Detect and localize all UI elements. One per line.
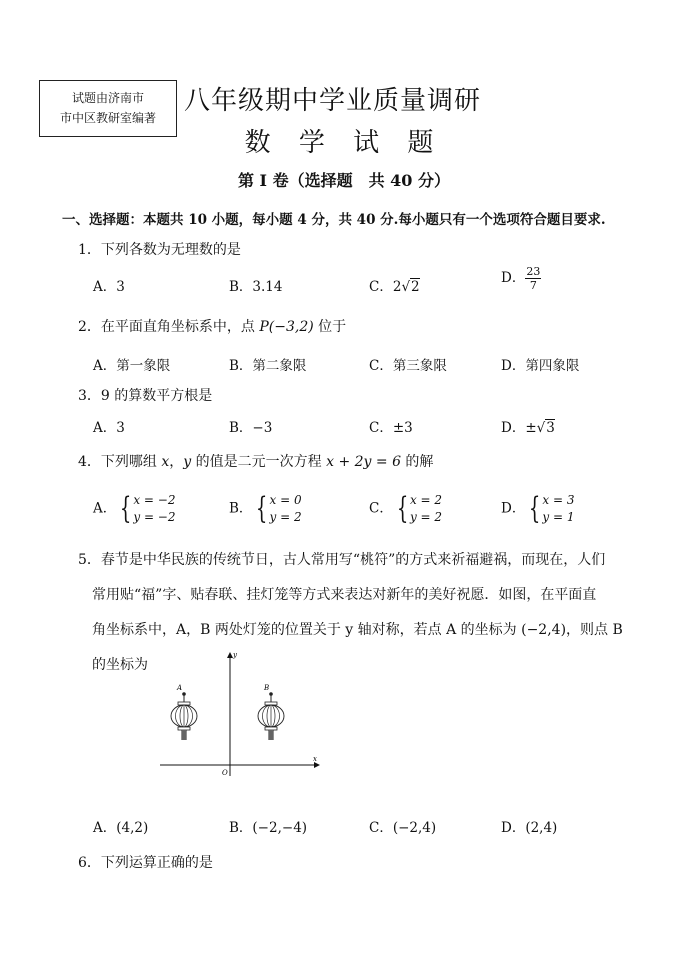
question-5-line-2: 常用贴“福”字、贴春联、挂灯笼等方式来表达对新年的美好祝愿．如图，在平面直 bbox=[92, 587, 597, 603]
question-6-stem: 6．下列运算正确的是 bbox=[78, 855, 213, 871]
question-1-option-a: A．3 bbox=[93, 279, 125, 295]
fraction: $\frac{23}{7}$ bbox=[526, 265, 541, 292]
point-b-label: B bbox=[264, 684, 270, 692]
instructions: 一、选择题：本题共 10 小题，每小题 4 分，共 40 分.每小题只有一个选项符合题目要求. bbox=[62, 212, 606, 228]
question-1-option-c: C．2√2 bbox=[369, 279, 420, 295]
y-axis-label: y bbox=[233, 651, 237, 659]
question-1-stem: 1．下列各数为无理数的是 bbox=[78, 242, 241, 258]
question-4-option-c: C． { x = 2 y = 2 bbox=[369, 491, 443, 526]
question-5-option-a: A．(4,2) bbox=[93, 820, 149, 836]
equation-system: x = −2 y = −2 bbox=[133, 493, 176, 524]
question-1-option-d: D． $\frac{23}{7}$ bbox=[501, 265, 541, 292]
brace-icon: { bbox=[396, 491, 409, 526]
lantern-b bbox=[258, 684, 284, 740]
equation-system: x = 3 y = 1 bbox=[542, 493, 575, 524]
question-5-option-d: D．(2,4) bbox=[501, 820, 558, 836]
stamp-line-2: 市中区教研室编著 bbox=[59, 111, 156, 125]
question-3-option-a: A．3 bbox=[93, 420, 125, 436]
question-5-line-1: 5．春节是中华民族的传统节日，古人常用写“桃符”的方式来祈福避祸，而现在，人们 bbox=[78, 552, 606, 568]
brace-icon: { bbox=[529, 491, 541, 526]
brace-icon: { bbox=[120, 491, 132, 526]
section-heading: 第 I 卷（选择题 共 40 分） bbox=[237, 171, 451, 190]
question-3-option-c: C．±3 bbox=[369, 420, 413, 436]
exam-subtitle: 数 学 试 题 bbox=[244, 128, 444, 158]
point-a-label: A bbox=[177, 684, 183, 692]
question-3-option-d: D．±√3 bbox=[501, 420, 555, 436]
radical-sign: √ bbox=[401, 279, 411, 295]
question-1-option-b: B．3.14 bbox=[229, 279, 283, 295]
question-3-stem: 3．9 的算数平方根是 bbox=[78, 388, 213, 404]
question-4-option-b: B． { x = 0 y = 2 bbox=[229, 491, 302, 526]
exam-title: 八年级期中学业质量调研 bbox=[184, 86, 482, 116]
question-4-option-a: A． { x = −2 y = −2 bbox=[93, 491, 176, 526]
brace-icon: { bbox=[256, 491, 268, 526]
equation-system: x = 2 y = 2 bbox=[409, 493, 443, 524]
question-2-option-b: B．第二象限 bbox=[229, 358, 307, 374]
question-5-line-4: 的坐标为 bbox=[92, 657, 148, 673]
x-axis-label: x bbox=[313, 755, 317, 763]
lantern-a bbox=[171, 684, 197, 740]
question-2-option-d: D．第四象限 bbox=[501, 358, 580, 374]
stamp-line-1: 试题由济南市 bbox=[71, 91, 144, 105]
question-2-option-a: A．第一象限 bbox=[93, 358, 171, 374]
lantern-coordinate-figure bbox=[150, 648, 330, 778]
question-2-stem: 2．在平面直角坐标系中，点 P(−3,2) 位于 bbox=[78, 319, 347, 335]
equation-system: x = 0 y = 2 bbox=[269, 493, 302, 524]
origin-label: O bbox=[222, 769, 228, 777]
question-4-stem: 4．下列哪组 x，y 的值是二元一次方程 x + 2y = 6 的解 bbox=[78, 454, 434, 470]
question-5-option-c: C．(−2,4) bbox=[369, 820, 437, 836]
radical-sign: √ bbox=[536, 420, 546, 436]
question-2-option-c: C．第三象限 bbox=[369, 358, 447, 374]
question-3-option-b: B．−3 bbox=[229, 420, 273, 436]
question-4-option-d: D． { x = 3 y = 1 bbox=[501, 491, 575, 526]
question-5-option-b: B．(−2,−4) bbox=[229, 820, 308, 836]
question-5-line-3: 角坐标系中，A，B 两处灯笼的位置关于 y 轴对称，若点 A 的坐标为 (−2,4)，则点 B bbox=[92, 622, 623, 638]
